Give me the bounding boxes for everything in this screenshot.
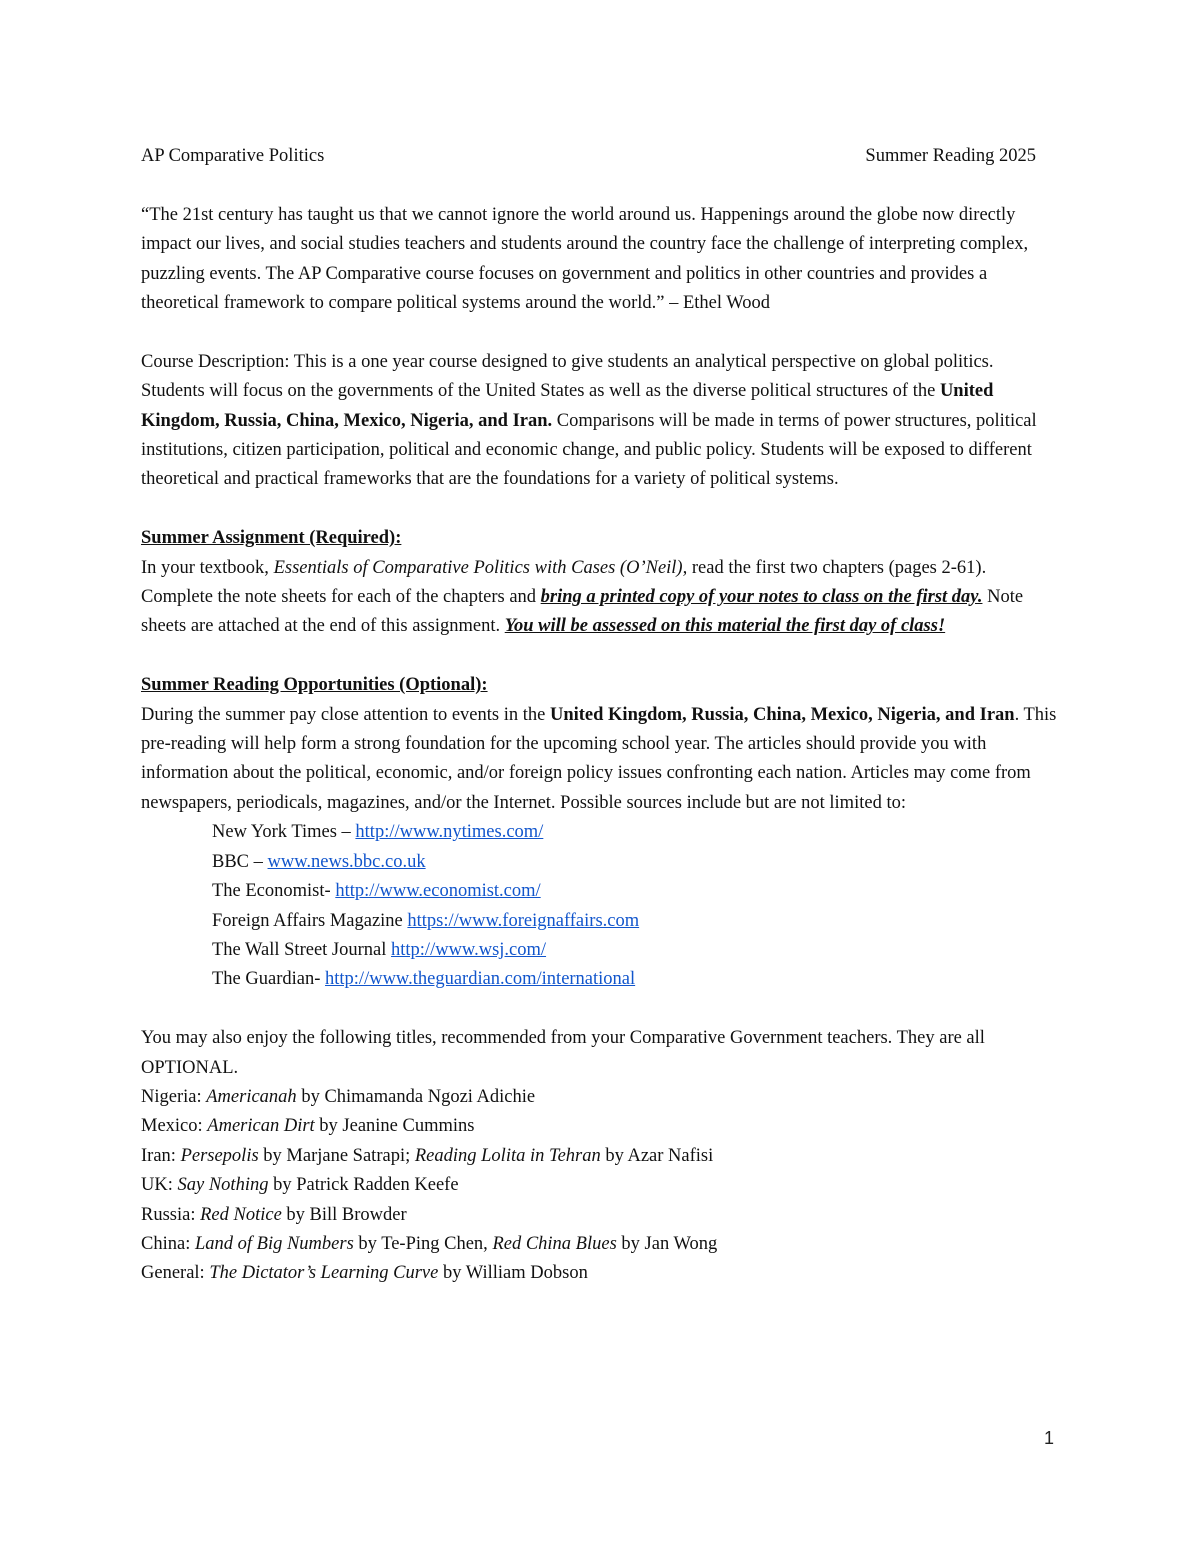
wsj-link[interactable]: http://www.wsj.com/ [391,939,547,960]
textbook-title: Essentials of Comparative Politics with Cases (O’Neil), [273,557,688,578]
header-course-title: AP Comparative Politics [141,146,325,166]
source-name: The Guardian- [212,969,326,990]
reading-text [141,701,1059,819]
source-name: The Wall Street Journal [212,939,392,960]
recommendation-mexico [141,1112,1059,1141]
source-list [141,818,1059,994]
country-label: General: [141,1263,210,1284]
opening-quote: “The 21st century has taught us that we cannot ignore the world around us. Happenings around the globe now directly impact our lives, and social studies teachers and students around the country face the challenge of interpreting complex, puzzling events. The AP Comparative course focuses on government and politics in other countries and provides a theoretical framework to compare political systems around the world.” – Ethel Wood [141,204,1029,314]
book-author: by Te-Ping Chen, [353,1233,493,1254]
reading-details: . This pre-reading will help form a strong foundation for the upcoming school year. The articles should provide you with information about the political, economic, and/or foreign policy issues confronting each nation. Articles may come from newspapers, periodicals, magazines, and/or the Internet. Possible sources include but are not limited to: [141,704,1057,813]
book-title: Red Notice [200,1204,282,1225]
source-item [141,877,1059,906]
guardian-link[interactable]: http://www.theguardian.com/international [325,969,636,990]
source-item [141,818,1059,847]
country-label: Iran: [141,1145,181,1166]
country-label: China: [141,1233,195,1254]
course-description-text-2: Comparisons will be made in terms of power structures, political institutions, citizen participation, political and economic change, and public policy. Students will be exposed to different theoretical and practical frameworks that are the foundations for a variety of political systems. [141,410,1037,490]
country-label: Mexico: [141,1116,208,1137]
source-item [141,907,1059,936]
book-author: by Azar Nafisi [600,1145,714,1166]
book-title: Reading Lolita in Tehran [414,1145,601,1166]
book-title: Persepolis [180,1145,259,1166]
source-name: Foreign Affairs Magazine [212,910,408,931]
country-label: Nigeria: [141,1086,207,1107]
reading-heading: Summer Reading Opportunities (Optional): [141,675,488,696]
book-title: Americanah [206,1086,297,1107]
book-author: by William Dobson [438,1263,588,1284]
book-author: by Patrick Radden Keefe [268,1175,459,1196]
page-number: 1 [1044,1428,1055,1448]
page-content [141,142,1059,1289]
recommendation-china [141,1230,1059,1259]
book-author: by Marjane Satrapi; [258,1145,415,1166]
book-title: Say Nothing [177,1175,269,1196]
assignment-intro: In your textbook, [141,557,274,578]
recommendation-nigeria [141,1083,1059,1112]
course-description-text-1: Course Description: This is a one year course designed to give students an analytical perspective on global politics. Students will focus on the governments of the United States as well as the diverse political structures of the [141,351,994,402]
recommendation-iran [141,1142,1059,1171]
document-header [141,142,1036,171]
recommendation-russia [141,1201,1059,1230]
book-title: The Dictator’s Learning Curve [209,1263,439,1284]
book-author: by Bill Browder [281,1204,407,1225]
nytimes-link[interactable]: http://www.nytimes.com/ [355,822,544,843]
course-description-countries: United Kingdom, Russia, China, Mexico, Nigeria, and Iran. [141,381,994,431]
book-title: Red China Blues [492,1233,617,1254]
book-title: American Dirt [207,1116,315,1137]
bbc-link[interactable]: www.news.bbc.co.uk [267,851,426,872]
assignment-text [141,554,1059,642]
assignment-note-sheets-text: Note sheets are attached at the end of this assignment. [141,587,1024,637]
course-description [141,348,1059,495]
source-name: New York Times – [212,822,356,843]
recommendations-intro: You may also enjoy the following titles, recommended from your Comparative Government teachers. They are all OPTIONAL. [141,1028,985,1078]
source-item [141,936,1059,965]
reading-countries: United Kingdom, Russia, China, Mexico, Nigeria, and Iran [549,704,1015,725]
source-name: BBC – [212,851,268,872]
foreign-affairs-link[interactable]: https://www.foreignaffairs.com [407,910,640,931]
assignment-heading: Summer Assignment (Required): [141,528,402,549]
book-title: Land of Big Numbers [194,1233,354,1254]
recommendation-general [141,1259,1059,1288]
book-author: by Jan Wong [616,1233,718,1254]
reading-intro: During the summer pay close attention to events in the [141,704,550,725]
source-item [141,848,1059,877]
source-item [141,965,1059,994]
printed-notes-emphasis: bring a printed copy of your notes to class on the first day. [540,587,983,608]
book-author: by Jeanine Cummins [314,1116,475,1137]
recommendation-uk [141,1171,1059,1200]
country-label: Russia: [141,1204,201,1225]
source-name: The Economist- [212,881,336,902]
assignment-reading-text: read the first two chapters (pages 2-61). Complete the note sheets for each of the chapters and [141,557,987,608]
country-label: UK: [141,1175,178,1196]
book-author: by Chimamanda Ngozi Adichie [296,1086,536,1107]
header-reading-title: Summer Reading 2025 [865,146,1036,166]
assessment-emphasis: You will be assessed on this material the first day of class! [504,616,946,637]
economist-link[interactable]: http://www.economist.com/ [335,881,541,902]
